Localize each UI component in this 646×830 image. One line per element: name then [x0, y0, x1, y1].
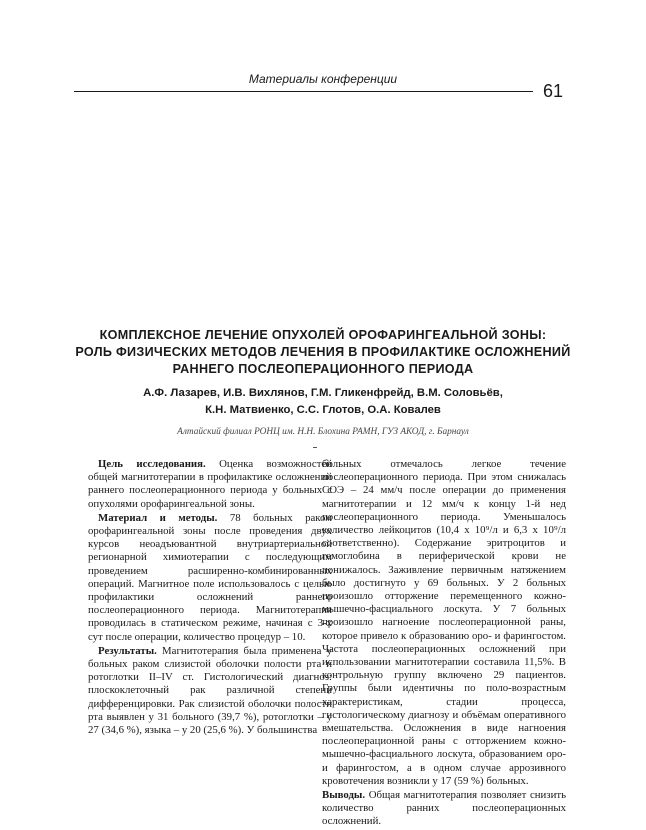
results-heading: Результаты. — [98, 644, 157, 657]
results-text: больных отмечалось легкое течение послеоперационного периода. При этом снижалась СОЭ – 24 мм/ч после операции до применения магнитотерапии и 12 мм/ч к концу 1-й нед послеоперационного периода. Уменьшалось количество лейкоцитов (10,4 х 10⁹/л и 6,3 х 10⁹/л соответственно). Содержание эритроцитов и гемоглобина в периферической крови не понижалось. Заживление первичным натяжением было достигнуто у 69 больных. У 2 больных произошло отторжение перемещенного кожно-мышечно-фасциального лоскута. У 7 больных произошло нагноение послеоперационной раны, которое привело к образованию оро- и фарингостом. Частота послеоперационных осложнений при использовании магнитотерапии составила 11,5%. В контрольную группу включено 29 пациентов. Группы были идентичны по поло-возрастным характеристикам, стадии процесса, гистологическому диагнозу и объёмам оперативного вмешательства. Осложнения в виде нагноения послеоперационной раны с отторжением кожно-мышечно-фасциального лоскута, образованием оро- и фарингостом, а в одном случае аррозивного кровотечения возникли у 17 (59 %) больных. — [322, 458, 566, 787]
authors-line: А.Ф. Лазарев, И.В. Вихлянов, Г.М. Гликенфрейд, В.М. Соловьёв, — [143, 387, 503, 399]
results-paragraph — [88, 645, 332, 737]
title-line: КОМПЛЕКСНОЕ ЛЕЧЕНИЕ ОПУХОЛЕЙ ОРОФАРИНГЕАЛЬНОЙ ЗОНЫ: — [99, 328, 547, 342]
title-line: РОЛЬ ФИЗИЧЕСКИХ МЕТОДОВ ЛЕЧЕНИЯ В ПРОФИЛАКТИКЕ ОСЛОЖНЕНИЙ — [75, 345, 571, 359]
affiliation: Алтайский филиал РОНЦ им. Н.Н. Блохина РАМН, ГУЗ АКОД, г. Барнаул — [177, 427, 469, 437]
methods-paragraph — [88, 512, 332, 644]
title-line: РАННЕГО ПОСЛЕОПЕРАЦИОННОГО ПЕРИОДА — [172, 362, 474, 376]
methods-text: 78 больных раком орофарингеальной зоны после проведения двух курсов неоадъювантной внутриартериальной регионарной химиотерапии с последующим проведением расширенно-комбинированных операций. Магнитное поле использовалось с целью профилактики осложнений раннего послеоперационного периода. Магнитотерапия проводилась в статическом режиме, начиная с 3-х сут после операции, количество процедур – 10. — [88, 511, 332, 643]
affiliation-rule — [313, 447, 317, 448]
header-rule — [74, 91, 533, 92]
conclusions-heading: Выводы. — [322, 789, 366, 802]
results-paragraph — [322, 458, 566, 788]
conclusions-paragraph — [322, 789, 566, 829]
body-column-right — [322, 458, 566, 830]
author-list — [40, 385, 606, 419]
body-text-flow — [88, 458, 332, 738]
aim-heading: Цель исследования. — [98, 458, 206, 470]
page-number: 61 — [543, 81, 564, 101]
aim-paragraph — [88, 458, 332, 511]
running-header: Материалы конференции — [248, 72, 398, 86]
article-title — [40, 327, 606, 378]
authors-line: К.Н. Матвиенко, С.С. Глотов, О.А. Ковалев — [205, 404, 441, 416]
results-text: Магнитотерапия была применена у больных раком слизистой оболочки полости рта и ротоглотки II–IV ст. Гистологический диагноз: плоскоклеточный рак различной степени дифференцировки. Рак слизистой оболочки полости рта выявлен у 31 больного (39,7 %), ротоглотки – у 27 (34,6 %), языка – у 20 (25,6 %). У большинства — [88, 644, 332, 737]
methods-heading: Материал и методы. — [98, 511, 218, 524]
aim-text: Оценка возможностей общей магнитотерапии в профилактике осложнений раннего послеоперационного периода у больных с опухолями орофарингеальной зоны. — [88, 458, 332, 510]
conclusions-text: Общая магнитотерапия позволяет снизить количество ранних послеоперационных осложнений. — [322, 789, 566, 828]
